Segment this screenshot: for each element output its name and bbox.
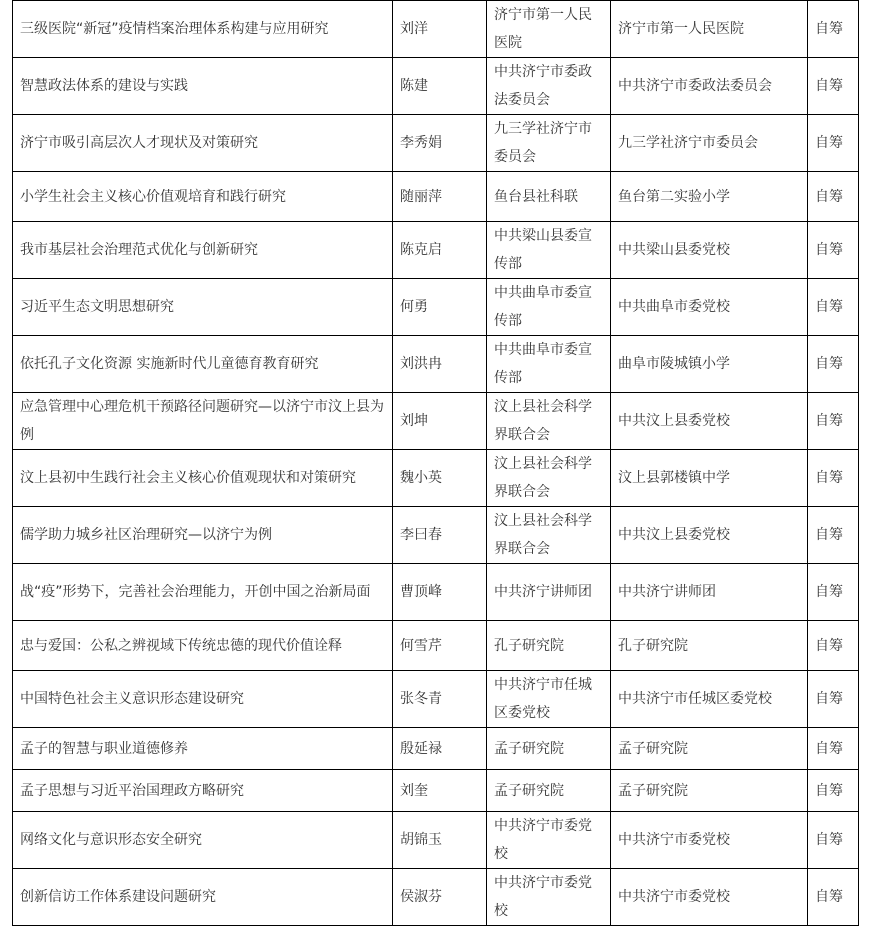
recommending-unit-cell: 中共梁山县委宣传部: [487, 222, 611, 279]
project-title-cell: 忠与爱国：公私之辨视域下传统忠德的现代价值诠释: [13, 621, 393, 671]
work-unit-cell: 汶上县郭楼镇中学: [611, 450, 808, 507]
table-row: [13, 172, 859, 222]
project-leader-cell: 随丽萍: [393, 172, 487, 222]
recommending-unit-cell: 孔子研究院: [487, 621, 611, 671]
project-title-cell: 孟子思想与习近平治国理政方略研究: [13, 770, 393, 812]
recommending-unit-cell: 中共济宁讲师团: [487, 564, 611, 621]
recommending-unit-cell: 汶上县社会科学界联合会: [487, 393, 611, 450]
project-leader-cell: 何雪芹: [393, 621, 487, 671]
project-title-cell: 中国特色社会主义意识形态建设研究: [13, 671, 393, 728]
project-title-cell: 我市基层社会治理范式优化与创新研究: [13, 222, 393, 279]
funding-cell: 自筹: [808, 869, 859, 926]
table-row: [13, 115, 859, 172]
table-row: [13, 770, 859, 812]
funding-cell: 自筹: [808, 450, 859, 507]
project-title-cell: 依托孔子文化资源 实施新时代儿童德育教育研究: [13, 336, 393, 393]
funding-cell: 自筹: [808, 1, 859, 58]
work-unit-cell: 九三学社济宁市委员会: [611, 115, 808, 172]
project-leader-cell: 魏小英: [393, 450, 487, 507]
table-row: [13, 621, 859, 671]
project-title-cell: 习近平生态文明思想研究: [13, 279, 393, 336]
funding-cell: 自筹: [808, 222, 859, 279]
funding-cell: 自筹: [808, 172, 859, 222]
project-leader-cell: 陈克启: [393, 222, 487, 279]
project-leader-cell: 刘坤: [393, 393, 487, 450]
table-row: [13, 728, 859, 770]
recommending-unit-cell: 济宁市第一人民医院: [487, 1, 611, 58]
project-leader-cell: 刘奎: [393, 770, 487, 812]
table-row: [13, 279, 859, 336]
recommending-unit-cell: 汶上县社会科学界联合会: [487, 450, 611, 507]
table-row: [13, 1, 859, 58]
recommending-unit-cell: 九三学社济宁市委员会: [487, 115, 611, 172]
recommending-unit-cell: 孟子研究院: [487, 728, 611, 770]
project-leader-cell: 刘洋: [393, 1, 487, 58]
table-row: [13, 869, 859, 926]
project-title-cell: 三级医院“新冠”疫情档案治理体系构建与应用研究: [13, 1, 393, 58]
table-row: [13, 812, 859, 869]
project-leader-cell: 张冬青: [393, 671, 487, 728]
project-title-cell: 网络文化与意识形态安全研究: [13, 812, 393, 869]
project-leader-cell: 曹顶峰: [393, 564, 487, 621]
work-unit-cell: 中共济宁市任城区委党校: [611, 671, 808, 728]
project-title-cell: 智慧政法体系的建设与实践: [13, 58, 393, 115]
project-leader-cell: 陈建: [393, 58, 487, 115]
project-title-cell: 孟子的智慧与职业道德修养: [13, 728, 393, 770]
project-table-body: [13, 1, 859, 926]
work-unit-cell: 中共济宁市委政法委员会: [611, 58, 808, 115]
recommending-unit-cell: 中共济宁市任城区委党校: [487, 671, 611, 728]
work-unit-cell: 中共汶上县委党校: [611, 393, 808, 450]
funding-cell: 自筹: [808, 393, 859, 450]
project-title-cell: 战“疫”形势下，完善社会治理能力，开创中国之治新局面: [13, 564, 393, 621]
table-row: [13, 222, 859, 279]
funding-cell: 自筹: [808, 336, 859, 393]
project-leader-cell: 李秀娟: [393, 115, 487, 172]
work-unit-cell: 孔子研究院: [611, 621, 808, 671]
funding-cell: 自筹: [808, 621, 859, 671]
table-row: [13, 336, 859, 393]
work-unit-cell: 中共汶上县委党校: [611, 507, 808, 564]
project-leader-cell: 何勇: [393, 279, 487, 336]
project-title-cell: 济宁市吸引高层次人才现状及对策研究: [13, 115, 393, 172]
funding-cell: 自筹: [808, 671, 859, 728]
work-unit-cell: 中共梁山县委党校: [611, 222, 808, 279]
work-unit-cell: 曲阜市陵城镇小学: [611, 336, 808, 393]
project-title-cell: 汶上县初中生践行社会主义核心价值观现状和对策研究: [13, 450, 393, 507]
funding-cell: 自筹: [808, 770, 859, 812]
funding-cell: 自筹: [808, 812, 859, 869]
project-title-cell: 小学生社会主义核心价值观培育和践行研究: [13, 172, 393, 222]
work-unit-cell: 中共济宁市委党校: [611, 812, 808, 869]
funding-cell: 自筹: [808, 58, 859, 115]
work-unit-cell: 孟子研究院: [611, 728, 808, 770]
project-leader-cell: 胡锦玉: [393, 812, 487, 869]
work-unit-cell: 济宁市第一人民医院: [611, 1, 808, 58]
table-row: [13, 671, 859, 728]
recommending-unit-cell: 中共济宁市委党校: [487, 869, 611, 926]
work-unit-cell: 中共曲阜市委党校: [611, 279, 808, 336]
funding-cell: 自筹: [808, 564, 859, 621]
recommending-unit-cell: 中共曲阜市委宣传部: [487, 336, 611, 393]
project-title-cell: 创新信访工作体系建设问题研究: [13, 869, 393, 926]
project-leader-cell: 侯淑芬: [393, 869, 487, 926]
funding-cell: 自筹: [808, 115, 859, 172]
table-row: [13, 450, 859, 507]
project-title-cell: 儒学助力城乡社区治理研究—以济宁为例: [13, 507, 393, 564]
project-leader-cell: 李曰春: [393, 507, 487, 564]
recommending-unit-cell: 中共济宁市委党校: [487, 812, 611, 869]
table-row: [13, 507, 859, 564]
recommending-unit-cell: 中共济宁市委政法委员会: [487, 58, 611, 115]
project-leader-cell: 刘洪冉: [393, 336, 487, 393]
table-row: [13, 393, 859, 450]
funding-cell: 自筹: [808, 728, 859, 770]
recommending-unit-cell: 中共曲阜市委宣传部: [487, 279, 611, 336]
recommending-unit-cell: 孟子研究院: [487, 770, 611, 812]
funding-cell: 自筹: [808, 507, 859, 564]
work-unit-cell: 孟子研究院: [611, 770, 808, 812]
recommending-unit-cell: 汶上县社会科学界联合会: [487, 507, 611, 564]
table-row: [13, 58, 859, 115]
table-row: [13, 564, 859, 621]
funding-cell: 自筹: [808, 279, 859, 336]
work-unit-cell: 中共济宁讲师团: [611, 564, 808, 621]
work-unit-cell: 中共济宁市委党校: [611, 869, 808, 926]
project-table: [12, 0, 859, 926]
recommending-unit-cell: 鱼台县社科联: [487, 172, 611, 222]
project-leader-cell: 殷延禄: [393, 728, 487, 770]
work-unit-cell: 鱼台第二实验小学: [611, 172, 808, 222]
project-title-cell: 应急管理中心理危机干预路径问题研究—以济宁市汶上县为例: [13, 393, 393, 450]
